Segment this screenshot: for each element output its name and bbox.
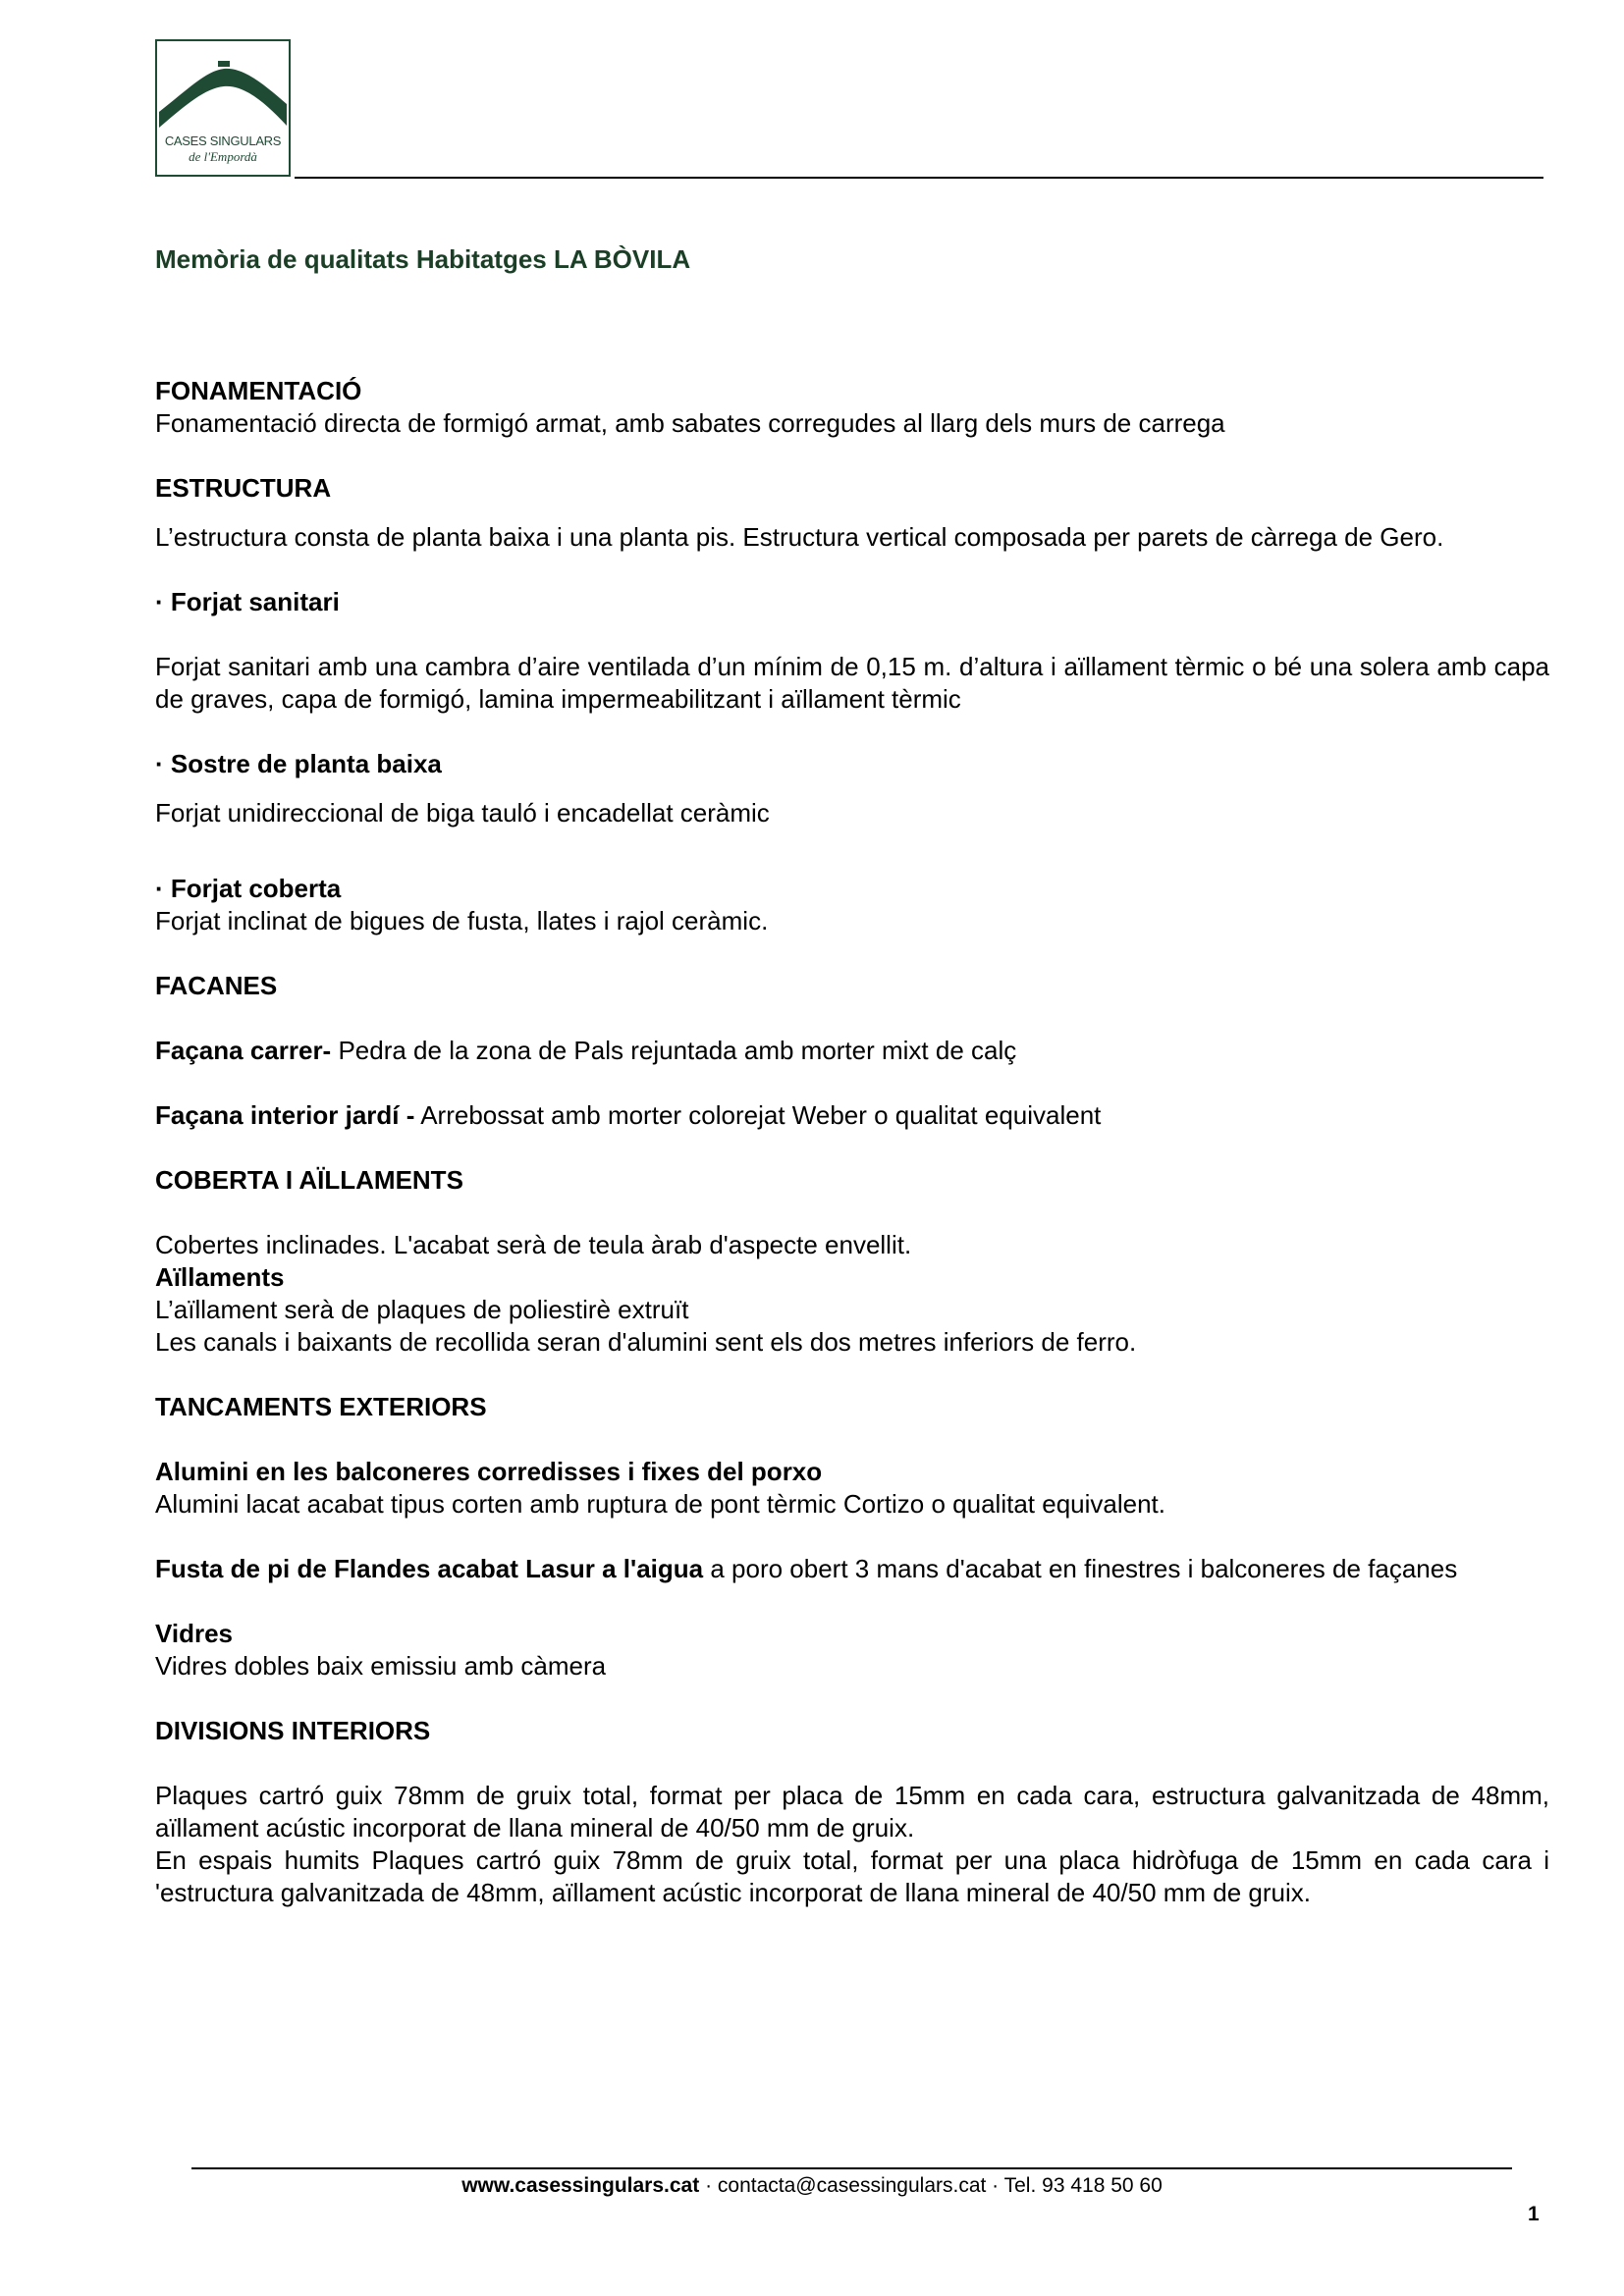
footer-contact [0, 2173, 1624, 2199]
value-facana-jardi: Arrebossat amb morter colorejat Weber o qualitat equivalent [414, 1100, 1102, 1130]
subheading-forjat-coberta: · Forjat coberta [155, 874, 342, 903]
text-fonamentacio: Fonamentació directa de formigó armat, amb sabates corregudes al llarg dels murs de carrega [155, 408, 1225, 438]
heading-estructura: ESTRUCTURA [155, 473, 332, 503]
heading-fonamentacio: FONAMENTACIÓ [155, 376, 362, 405]
text-sostre-planta-baixa: Forjat unidireccional de biga tauló i encadellat ceràmic [155, 798, 770, 828]
text-vidres: Vidres dobles baix emissiu amb càmera [155, 1651, 607, 1681]
text-forjat-sanitari: Forjat sanitari amb una cambra d’aire ventilada d’un mínim de 0,15 m. d’altura i aïllament tèrmic o bé una solera amb capa de graves, capa de formigó, lamina impermeabilitzant i aïllament tèrmic [155, 652, 1549, 714]
subheading-aillaments: Aïllaments [155, 1262, 285, 1292]
label-fusta: Fusta de pi de Flandes acabat Lasur a l'aigua [155, 1554, 704, 1583]
text-divisions-1: Plaques cartró guix 78mm de gruix total, format per placa de 15mm en cada cara, estructura galvanitzada de 48mm, aïllament acústic incorporat de llana mineral de 40/50 mm de gruix. [155, 1781, 1549, 1842]
text-alumini: Alumini lacat acabat tipus corten amb ruptura de pont tèrmic Cortizo o qualitat equivalent. [155, 1489, 1165, 1519]
heading-facanes: FACANES [155, 971, 278, 1000]
text-estructura: L’estructura consta de planta baixa i una planta pis. Estructura vertical composada per parets de càrrega de Gero. [155, 522, 1444, 552]
header-divider [295, 177, 1543, 179]
logo-text-primary: CASES SINGULARS [164, 133, 282, 148]
company-logo [155, 39, 291, 177]
document-title: Memòria de qualitats Habitatges LA BÒVILA [155, 244, 691, 274]
page-number: 1 [1528, 2203, 1540, 2225]
subheading-alumini: Alumini en les balconeres corredisses i fixes del porxo [155, 1457, 823, 1486]
document-body [155, 243, 1549, 1909]
heading-divisions: DIVISIONS INTERIORS [155, 1716, 431, 1745]
text-facana-jardi [155, 1099, 1549, 1132]
text-canals: Les canals i baixants de recollida seran d'alumini sent els dos metres inferiors de ferro. [155, 1327, 1137, 1357]
value-facana-carrer: Pedra de la zona de Pals rejuntada amb morter mixt de calç [331, 1036, 1017, 1065]
text-forjat-coberta: Forjat inclinat de bigues de fusta, llates i rajol ceràmic. [155, 906, 769, 935]
footer-contact-info: · contacta@casessingulars.cat · Tel. 93 418 50 60 [699, 2174, 1163, 2197]
heading-coberta-aillaments: COBERTA I AÏLLAMENTS [155, 1165, 463, 1195]
subheading-forjat-sanitari: · Forjat sanitari [155, 587, 340, 616]
heading-tancaments: TANCAMENTS EXTERIORS [155, 1392, 487, 1421]
label-facana-jardi: Façana interior jardí - [155, 1100, 415, 1130]
text-fusta [155, 1553, 1549, 1585]
text-cobertes: Cobertes inclinades. L'acabat serà de teula àrab d'aspecte envellit. [155, 1230, 912, 1259]
text-facana-carrer [155, 1035, 1549, 1067]
value-fusta: a poro obert 3 mans d'acabat en finestres i balconeres de façanes [703, 1554, 1458, 1583]
footer-website-link[interactable]: www.casessingulars.cat [461, 2174, 700, 2197]
text-aillaments: L’aïllament serà de plaques de poliestirè extruït [155, 1295, 689, 1324]
footer-divider [191, 2167, 1512, 2169]
subheading-vidres: Vidres [155, 1619, 234, 1648]
logo-text-secondary: de l'Empordà [189, 149, 257, 164]
label-facana-carrer: Façana carrer- [155, 1036, 332, 1065]
text-divisions-2: En espais humits Plaques cartró guix 78mm de gruix total, format per una placa hidròfuga de 15mm en cada cara i 'estructura galvanitzada de 48mm, aïllament acústic incorporat de llana mineral de 40/50 mm de gruix. [155, 1845, 1549, 1907]
subheading-sostre-planta-baixa: · Sostre de planta baixa [155, 749, 442, 778]
